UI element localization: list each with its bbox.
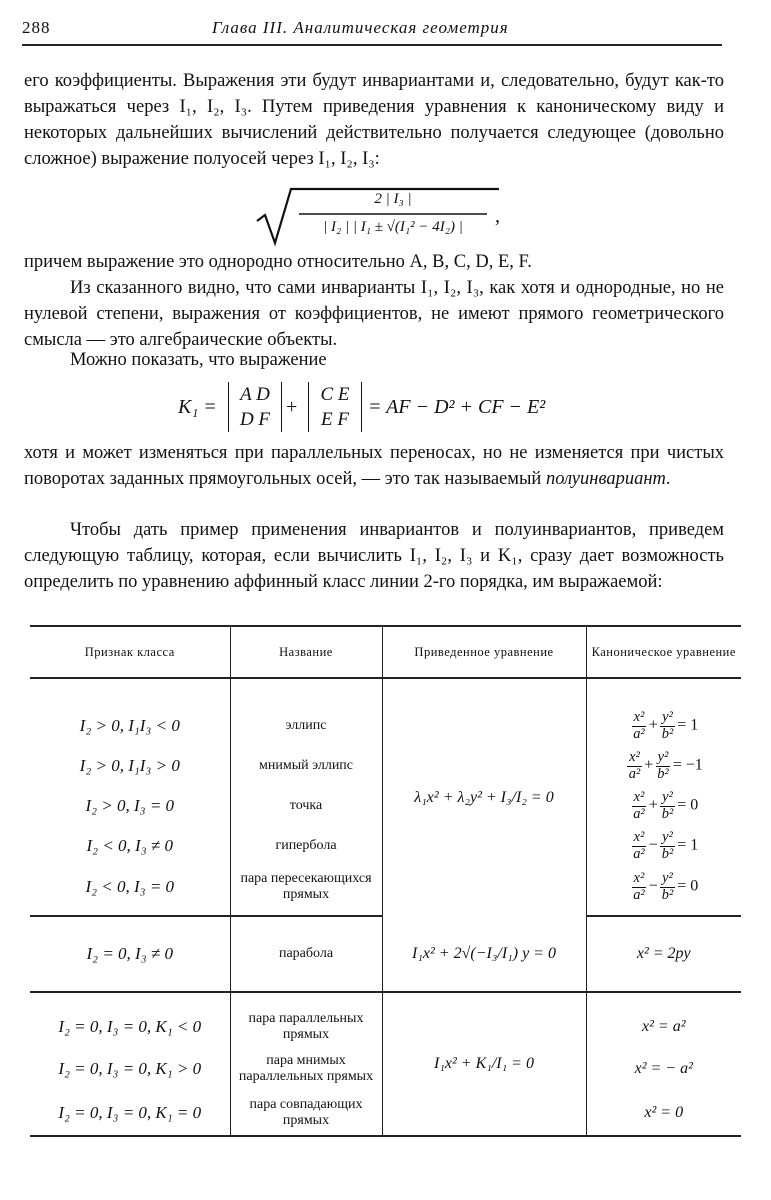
determinant-1: A D D F [228, 382, 282, 432]
k1-formula: K₁ = A D D F + C E E F = AF − D² + CF − E² [178, 384, 546, 430]
header-name: Название [230, 626, 382, 678]
table-row: I₂ > 0, I₁I₃ < 0 эллипс $\frac{\text{x²}}{\text{a²}}$ + $\frac{\text{y²}}{\text{b²}}$ = 1 [30, 706, 741, 746]
table-header-row [30, 626, 741, 678]
paragraph-6: Чтобы дать пример применения инвариантов и полуинвариантов, приведем следующую таблицу, которая, если вычислить I₁, I₂, I₃ и K₁, сразу дает возможность определить по уравнению аффинный класс линии 2-го порядка, им выражаемой: [24, 520, 724, 592]
header-class-sign: Признак класса [30, 626, 230, 678]
paragraph-1: его коэффициенты. Выражения эти будут инвариантами и, следовательно, будут как-то выражаться через I₁, I₂, I₃. Путем приведения уравнения к каноническому виду и некоторых дальнейших вычислений действительно получается следующее (довольно сложное) выражение полуосей через I₁, I₂, I₃: [24, 71, 724, 169]
header-canonical-equation: Каноническое уравнение [586, 626, 741, 678]
reduced-equation-lines-group: I₁x² + K₁/I₁ = 0 [382, 992, 586, 1136]
paragraph-4: Можно показать, что выражение [70, 350, 327, 370]
page-header [22, 14, 722, 46]
page-number: 288 [22, 18, 51, 37]
table-row: I₂ = 0, I₃ = 0, K₁ = 0 пара совпадающих прямых x² = 0 [30, 1090, 741, 1136]
k1-rhs: = AF − D² + CF − E² [368, 396, 546, 418]
table-row: I₂ > 0, I₁I₃ > 0 мнимый эллипс $\frac{\text{x²}}{\text{a²}}$ + $\frac{\text{y²}}{\text{b²}}$ = −1 [30, 746, 741, 786]
table-row-parabola: I₂ = 0, I₃ ≠ 0 парабола I₁x² + 2√(−I₃/I₁) y = 0 x² = 2py [30, 916, 741, 992]
k1-lhs: K₁ = [178, 396, 217, 418]
formula-denominator: | I₂ | | I₁ ± √(I₁² − 4I₂) | [323, 219, 463, 235]
paragraph-2: причем выражение это однородно относительно A, B, C, D, E, F. [24, 252, 532, 272]
invariants-table [30, 625, 741, 1137]
running-title: Глава III. Аналитическая геометрия [212, 18, 509, 37]
determinant-2: C E E F [308, 382, 362, 432]
table-row: I₂ < 0, I₃ = 0 пара пересекающихся прямых $\frac{\text{x²}}{\text{a²}}$ − $\frac{\text{y²}}{\text{b²}}$ = 0 [30, 866, 741, 908]
paragraph-5: хотя и может изменяться при параллельных переносах, но не изменяется при чистых поворотах заданных прямоугольных осей, — это так называемый полуинвариант. [24, 443, 724, 489]
header-reduced-equation: Приведенное уравнение [382, 626, 586, 678]
reduced-equation-ellipse-group: λ₁x² + λ₂y² + I₃/I₂ = 0 [382, 678, 586, 916]
emphasis-term: полуинвариант [545, 469, 666, 489]
table-row: I₂ = 0, I₃ = 0, K₁ > 0 пара мнимых параллельных прямых x² = − a² [30, 1048, 741, 1090]
table-row: I₂ > 0, I₃ = 0 точка $\frac{\text{x²}}{\text{a²}}$ + $\frac{\text{y²}}{\text{b²}}$ = 0 [30, 786, 741, 826]
table-row: I₂ < 0, I₃ ≠ 0 гипербола $\frac{\text{x²}}{\text{a²}}$ − $\frac{\text{y²}}{\text{b²}}$ = 1 [30, 826, 741, 866]
paragraph-3: Из сказанного видно, что сами инварианты I₁, I₂, I₃, как хотя и однородные, но не нулевой степени, выражения от коэффициентов, не имеют прямого геометрического смысла — это алгебраические объекты. [24, 278, 724, 350]
table-row: I₂ = 0, I₃ = 0, K₁ < 0 пара параллельных прямых x² = a² [30, 1006, 741, 1048]
formula-numerator: 2 | I₃ | [374, 191, 412, 207]
